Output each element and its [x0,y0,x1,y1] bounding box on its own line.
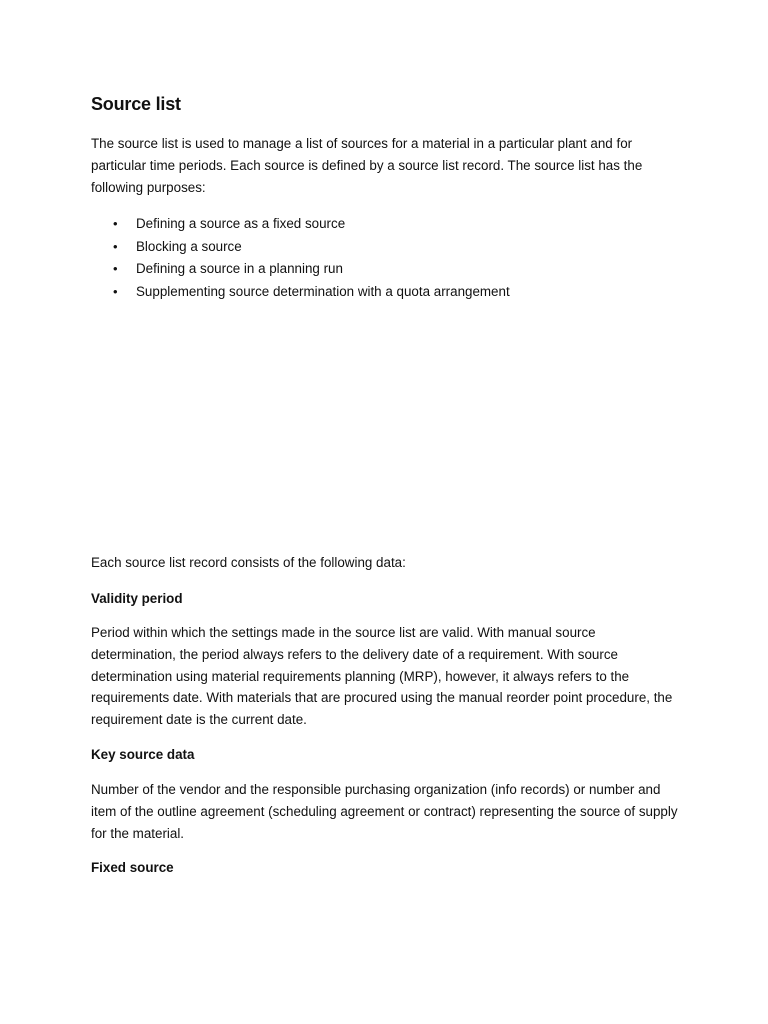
bullet-icon: • [113,283,118,299]
section-heading-fixed-source: Fixed source [91,860,174,875]
list-item [91,281,651,304]
section-text-validity-period: Period within which the settings made in the source list are valid. With manual source determination, the period always refers to the delivery date of a requirement. With source determination using material requirements planning (MRP), however, it always refers to the requirements date. With materials that are procured using the manual reorder point procedure, the requirement date is the current date. [91,625,673,728]
page-title: Source list [91,94,181,114]
bullet-icon: • [113,216,118,231]
list-item-text: Blocking a source [136,238,242,254]
list-item-text: Defining a source in a planning run [136,261,343,276]
list-item-text: Supplementing source determination with a quota arrangement [136,283,510,299]
intro-paragraph: The source list is used to manage a list of sources for a material in a particular plant and for particular time periods. Each source is defined by a source list record. The source list has the following purposes: [91,136,643,195]
bullet-icon: • [113,261,118,276]
section-text-key-source-data: Number of the vendor and the responsible purchasing organization (info records) or number and item of the outline agreement (scheduling agreement or contract) representing the source of supply for the material. [91,782,678,841]
list-item [91,258,651,281]
list-item-text: Defining a source as a fixed source [136,216,346,231]
record-intro-paragraph: Each source list record consists of the following data: [91,555,406,570]
list-item [91,213,651,236]
section-heading-key-source-data: Key source data [91,747,195,762]
purposes-list [91,213,651,303]
section-heading-validity-period: Validity period [91,591,183,606]
bullet-icon: • [113,238,118,254]
list-item [91,236,651,259]
